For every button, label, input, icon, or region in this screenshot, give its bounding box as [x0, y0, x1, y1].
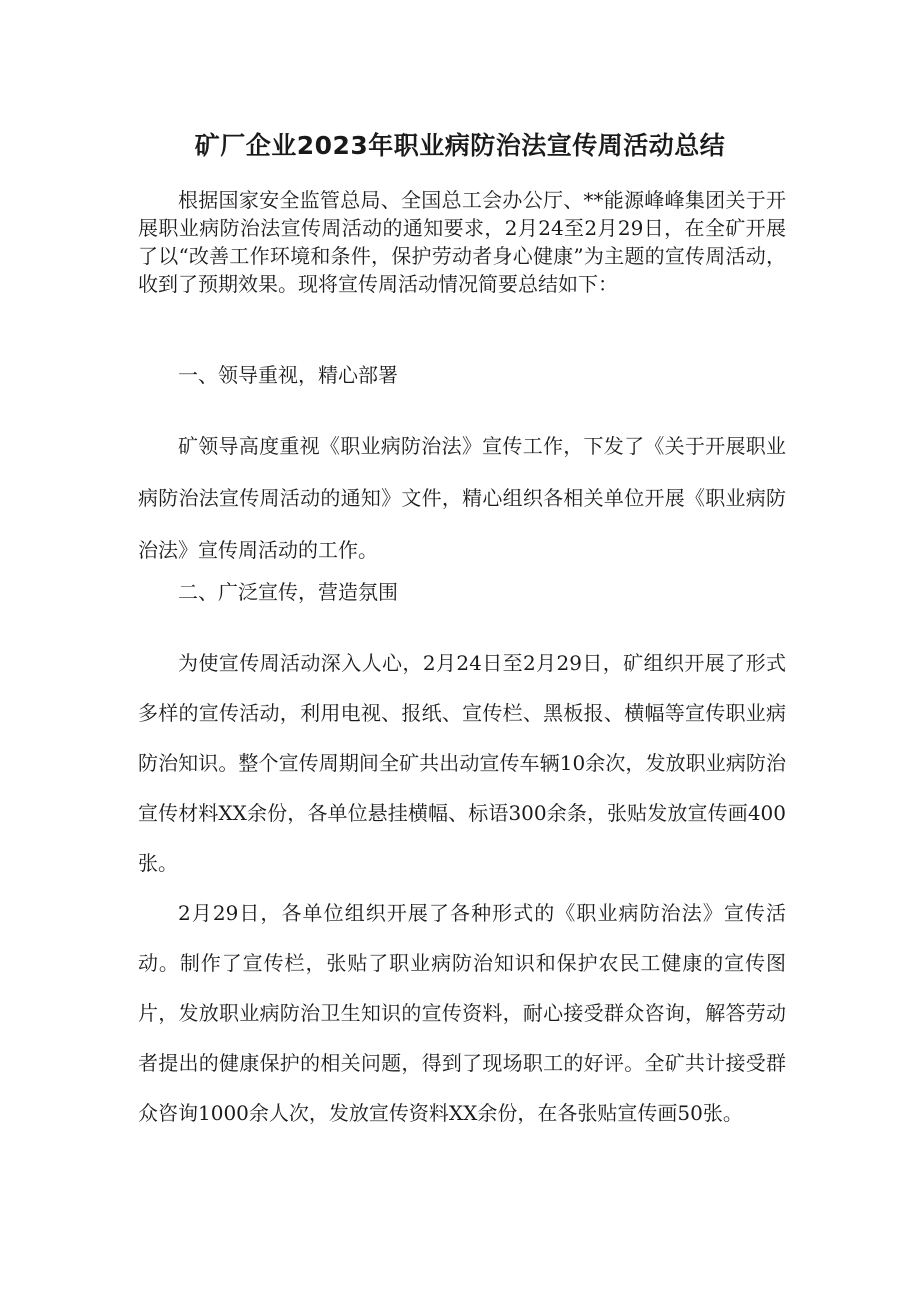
section-1-paragraph: 矿领导高度重视《职业病防治法》宣传工作，下发了《关于开展职业病防治法宣传周活动的通知》文件，精心组织各相关单位开展《职业病防治法》宣传周活动的工作。: [138, 434, 786, 562]
intro-paragraph: 根据国家安全监管总局、全国总工会办公厅、**能源峰峰集团关于开展职业病防治法宣传周活动的通知要求，2月24至2月29日，在全矿开展了以“改善工作环境和条件，保护劳动者身心健康”为主题的宣传周活动，收到了预期效果。现将宣传周活动情况简要总结如下：: [138, 188, 786, 296]
section-2-heading: 二、广泛宣传，营造氛围: [178, 580, 398, 604]
document-title: 矿厂企业2023年职业病防治法宣传周活动总结: [194, 131, 726, 160]
section-2-paragraph-1: 为使宣传周活动深入人心，2月24日至2月29日，矿组织开展了形式多样的宣传活动，利用电视、报纸、宣传栏、黑板报、横幅等宣传职业病防治知识。整个宣传周期间全矿共出动宣传车辆10余次，发放职业病防治宣传材料XX余份，各单位悬挂横幅、标语300余条，张贴发放宣传画400张。: [138, 651, 786, 875]
section-2-paragraph-2: 2月29日，各单位组织开展了各种形式的《职业病防治法》宣传活动。制作了宣传栏，张贴了职业病防治知识和保护农民工健康的宣传图片，发放职业病防治卫生知识的宣传资料，耐心接受群众咨询，解答劳动者提出的健康保护的相关问题，得到了现场职工的好评。全矿共计接受群众咨询1000余人次，发放宣传资料XX余份，在各张贴宣传画50张。: [138, 901, 786, 1125]
section-1-heading: 一、领导重视，精心部署: [178, 363, 398, 387]
